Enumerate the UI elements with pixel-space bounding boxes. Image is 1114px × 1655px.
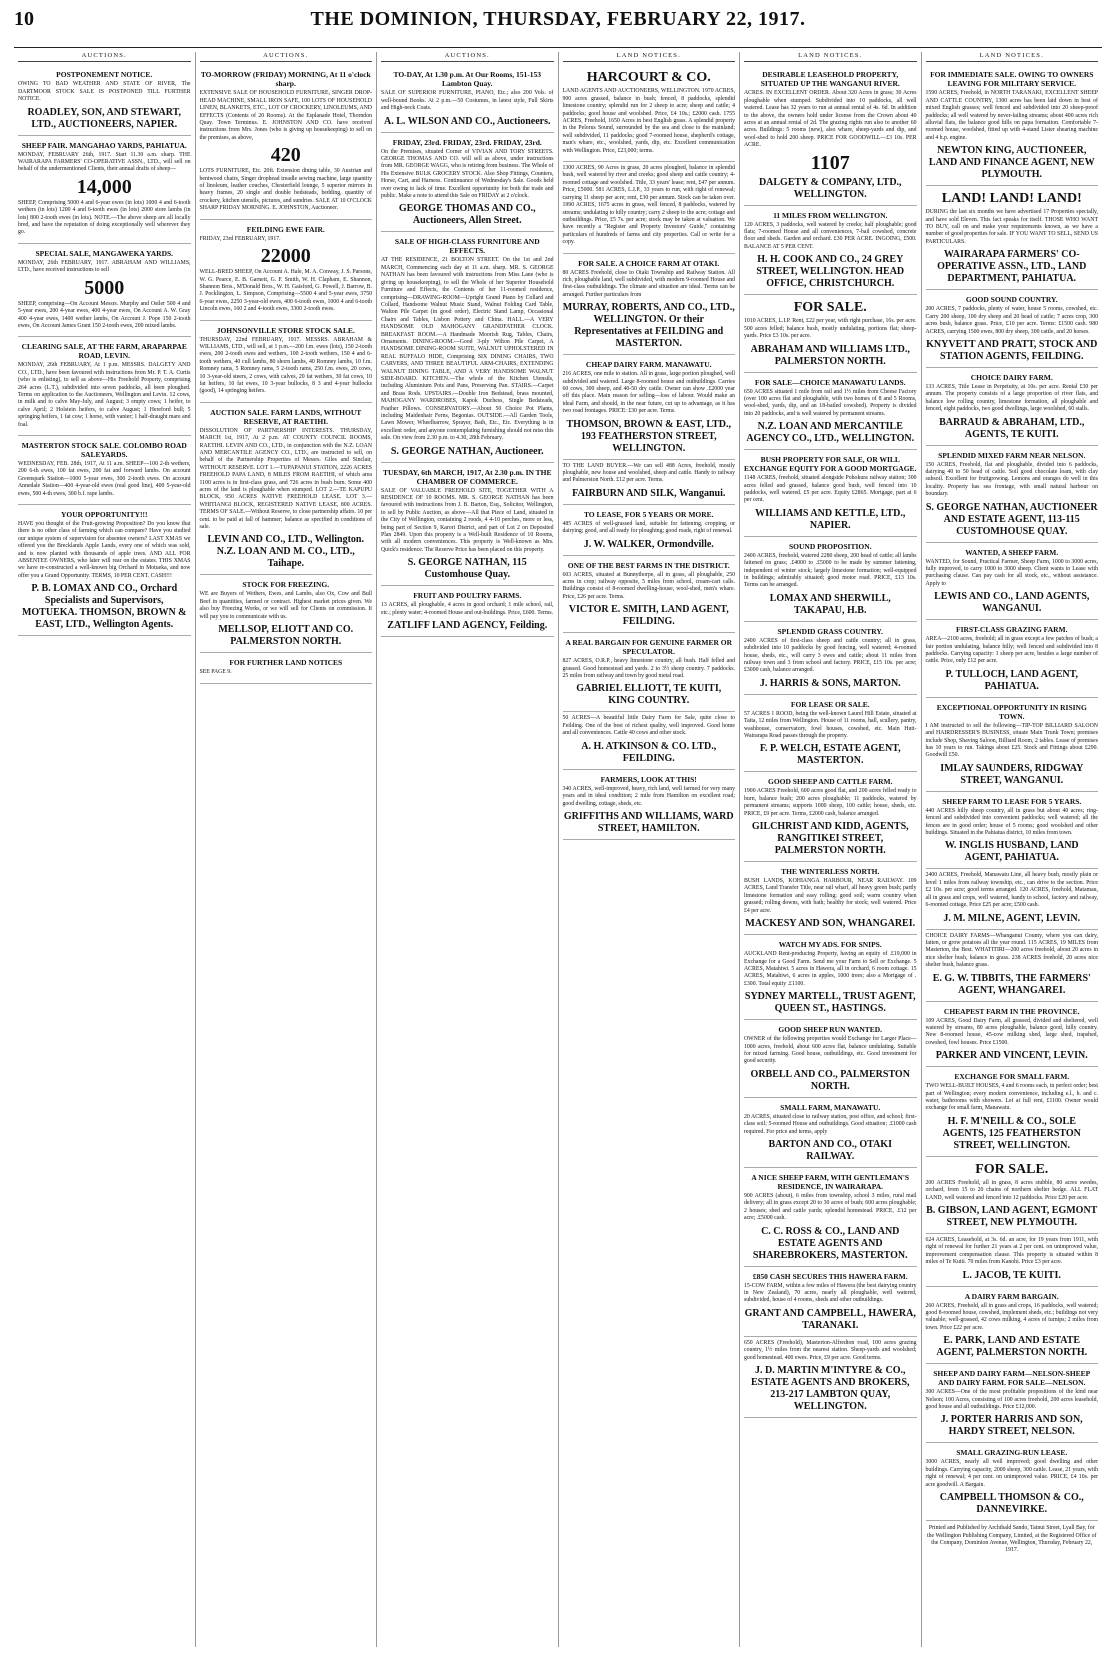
advertisement [744,450,917,537]
column-header: LAND NOTICES. [744,52,917,62]
ad-heading: MASTERTON STOCK SALE. COLOMBO ROAD SALEYARDS. [21,440,187,459]
ad-heading: SPECIAL SALE, MANGAWEKA YARDS. [35,248,174,258]
advertisement [926,290,1099,368]
ad-body: 200 ACRES, 7 paddocks, plenty of water, house 5 rooms, cowshed, etc. Carry 200 sheep, 100 dry sheep and 20 head of cattle; 7 acres crop, 300 acres bush, balance grass. Price, £10 per acre. Terms: £1500 cash. 980 ACRES, carrying 1500 ewes, 800 dry sheep, 300 cattle, and 20 horses. [925,306,1098,335]
advertisement [200,220,373,321]
ad-agent: LOMAX AND SHERWILL, TAKAPAU, H.B. [769,592,891,616]
ad-body: 109 ACRES, Good Dairy Farm, all grassed, divided and sheltered, well watered by streams, 80 acres ploughable, balance good, hilly country. New 8-roomed house, 45-cow milking shed, large shed, trapshed, cowshed, fowl houses. Price £1500. [925,1017,1098,1046]
advertisement [926,620,1099,698]
ad-agent: CAMPBELL THOMSON & CO., DANNEVIRKE. [939,1492,1084,1516]
ad-body: 603 ACRES, situated at Bunnythorpe, all in grass, all ploughable, 250 acres in crop; railway opposite, 5 miles from school, cream-cart calls. Buildings consist of 8-roomed dwelling-house, wool-shed, men's whare. Price, £26 per acre. Terms. [562,571,735,600]
ad-body: 485 ACRES of well-grassed land, suitable for fattening, cropping, or dairying; good, and all ready for ploughing; good roads, right of renewal. [562,520,735,535]
advertisement [926,1443,1099,1521]
printer-imprint: Printed and Published by Archibald Sando, Tainui Street, Lyall Bay, for the Wellington Publishing Company, Limited, at the Registered Office of the Company, Dominion Avenue, Wellington, Thursday, February 22, 1917. [927,1525,1097,1554]
advertisement [744,1168,917,1267]
advertisement [744,862,917,935]
ad-agent: H. F. M'NEILL & CO., SOLE AGENTS, 125 FEATHERSTON STREET, WELLINGTON. [942,1115,1081,1151]
ad-body: On the Premises, situated Corner of VIVIAN AND TORY STREETS. GEORGE THOMAS AND CO. will sell as above, under instructions from MR. GEORGE WAGG, who is retiring from business. The Whole of His Extensive BULK GROCERY STOCK. Also Shop Fittings, Counters, Horse, Cart, and Harness. Continuance of Wednesday's Sale. Goods held over owing to lack of time. Excellent opportunity for both the trade and public. Make a note to attend this Sale on FRIDAY at 2 o'clock. [381,148,554,200]
column-6 [922,52,1103,1647]
ad-heading: GOOD SHEEP RUN WANTED. [778,1025,883,1035]
ad-agent: GILCHRIST AND KIDD, AGENTS, RANGITIKEI STREET, PALMERSTON NORTH. [751,821,909,857]
ad-body: 13 ACRES, all ploughable, 4 acres in good orchard; 1 mile school, rail, etc.; plenty water; 4-roomed House and out-buildings. Price, £600. Terms. [381,602,554,616]
ad-body: LAND AGENTS AND AUCTIONEERS, WELLINGTON. 1970 ACRES, 900 acres grassed, balance in bush; fenced, 8 paddocks, splendid limestone country; splendid run for 2 sheep to acre; sheep and cattle; 4 paddocks; good house and woolshed. Price, £4 10s.; £2000 cash. 1755 ACRES, Freehold, 1650 Acres in best English grass. A splendid property in the Pelorus Sound, surrounded by the sea and close to the mainland; well subdivided, 11 paddocks; good 7-roomed house, shepherd's cottage, man's whare, etc., woolshed, yards, dip, etc. Excellent communication with Wellington. Price, £23,000; terms. [562,88,735,154]
ad-agent: VICTOR E. SMITH, LAND AGENT, FEILDING. [568,604,729,628]
ad-agent: PARKER AND VINCENT, LEVIN. [935,1050,1088,1062]
advertisement [744,537,917,622]
advertisement [381,232,554,462]
advertisement [926,65,1099,186]
column-header: AUCTIONS. [381,52,554,62]
advertisement [744,1337,917,1418]
advertisement [563,770,736,840]
ad-body: DURING the last six months we have advertised 17 Properties specially, and have sold Eleven. This fact speaks for itself. THOSE WHO WANT TO BUY, call on and make your requirements known, as we have a number of good properties for sale. IF YOU WANT TO SELL, SEND US PARTICULARS. [925,209,1098,245]
advertisement [18,436,191,505]
advertisement [381,65,554,132]
advertisement [744,1267,917,1337]
ad-agent: ABRAHAM AND WILLIAMS LTD., PALMERSTON NORTH. [750,343,910,367]
ad-agent: GEORGE THOMAS AND CO., Auctioneers, Allen Street. [398,203,536,227]
ad-body: 1900 ACRES Freehold, 600 acres good flat, and 200 acres felled ready to burn, balance bush; 200 acres ploughable; 11 paddocks, watered by permanent streams; supports 1000 sheep, 100 cattle; house, sheds, etc. PRICE, £9 per acre. Terms, £2000 cash, balance arranged. [744,788,917,817]
ad-body: 80 ACRES Freehold, close to Otaki Township and Railway Station. All rich, ploughable land, well subdivided, with modern 9-roomed House and first-class outbuildings. The climate and situation are ideal. Terms can be arranged. Further particulars from [562,269,735,298]
ad-heading: SMALL GRAZING-RUN LEASE. [956,1448,1068,1458]
ad-heading: SALE OF HIGH-CLASS FURNITURE AND EFFECTS. [394,237,540,256]
ad-heading: £850 CASH SECURES THIS HAWERA FARM. [752,1271,908,1281]
ad-body: 340 ACRES, well-improved, heavy, rich land, well farmed for very many years and in ideal condition; 2 mile from Hamilton on excellent road; good dwelling, cottage, sheds, etc. [562,785,735,807]
ad-body: I AM instructed to sell the following—TIP-TOP BILLIARD SALOON and HAIRDRESSER'S BUSINESS, situate Main Trunk Town; premises include Shop, Shaving Saloon, Billiard Room, 2 tables. Lease of premises has 10 years to run. Takings about £25. Stock and Fittings about £290. Goodwill £50. [925,722,1098,759]
advertisement [926,930,1099,1002]
ad-heading: FOR FURTHER LAND NOTICES [229,658,343,668]
ad-body: BUSH LANDS, KOHIANGA HARBOUR, NEAR RAILWAY. 109 ACRES, Land Transfer Title, near rail wharf, all heavy green bush; partly limestone formation and easy rolling; good soil; warm country when grassed; rolling downs, with bath; healthy for stock; well watered. Price £4 per acre. [744,878,917,914]
advertisement [200,653,373,683]
ad-body: 3000 ACRES, nearly all well improved; good dwelling and other buildings. Carrying capacity, 2000 sheep, 300 cattle. Lease, 21 years, with right of renewal; 4 per cent. on unimproved value. PRICE, £4 10s. per acre goodwill. A Bargain. [925,1459,1098,1488]
ad-heading: CHOICE DAIRY FARM. [970,372,1053,382]
ad-body: WE are Buyers of Wethers, Ewes, and Lambs, also Ox, Cow and Bull Beef in quantities, farmed or contract. Highest market prices given. We also buy Freezing Works, or we will sell for Clients on commission. It will pay you to communicate with us. [199,591,372,620]
ad-agent: E. G. W. TIBBITS, THE FARMERS' AGENT, WHANGAREI. [932,972,1091,996]
ad-heading: HARCOURT & CO. [586,70,711,86]
ad-heading: EXCHANGE FOR SMALL FARM. [954,1072,1070,1082]
ad-body: THURSDAY, 22nd FEBRUARY, 1917. MESSRS. ABRAHAM & WILLIAMS, LTD., will sell, at 1 p.m.—200 f.m. ewes (lots), 150 2-tooth ewes, 200 2-tooth ewes and wethers, 100 2-tooth wethers, 150 4 and 6-tooth wethers, 40 cull lambs, 80 shorn lambs, 40 Romney lambs, 10 f.m. Romney rams, 5 Romney rams, 5 2-tooth rams, 250 f.m. ewes, 20 cows, 10 3-year-old steers, 2 cows, with calves, 20 fat wethers, 30 fat cows, 10 fat heifers, 10 fat ewes, 10 3-year bullocks, 8 3 and 4-year bullocks (good), 14 springing heifers. [199,336,372,395]
ad-heading: A NICE SHEEP FARM, WITH GENTLEMAN'S RESIDENCE, IN WAIRARAPA. [751,1172,910,1191]
ad-heading: CHEAP DAIRY FARM. MANAWATU. [585,360,712,370]
ad-agent: A. L. WILSON AND CO., Auctioneers. [384,115,551,127]
ad-heading: TUESDAY, 6th MARCH, 1917, At 2.30 p.m. IN THE CHAMBER OF COMMERCE. [382,467,552,486]
ad-heading: WATCH MY ADS. FOR SNIPS. [778,940,882,950]
ad-agent: N.Z. LOAN AND MERCANTILE AGENCY CO., LTD., WELLINGTON. [746,421,915,445]
ad-body: 57 ACRES 1 ROOD, being the well-known Laurel Hill Estate, situated at Taita, 12 miles from Wellington. House of 11 rooms, hall, scullery, pantry, washhouse, conservatory, fowl houses, cowshed, etc. Main Hutt-Wairarapa Road passes through the property. [744,710,917,740]
advertisement [200,65,373,219]
advertisement [744,1020,917,1098]
advertisement [926,543,1099,621]
ad-agent: FAIRBURN AND SILK, Wanganui. [572,487,726,499]
ad-agent: E. PARK, LAND AND ESTATE AGENT, PALMERSTON NORTH. [936,1335,1088,1359]
ad-body: 650 ACRES situated 1 mile from rail and 1½ miles from Cheese Factory (over 100 acres flat and ploughable, with two homes of 8 and 5 Rooms, wool-shed, yards, dip, and an 18-bailed cowshed). Property is divided into 20 paddocks, and is well watered by permanent streams. [744,388,917,417]
column-1 [14,52,196,1647]
ad-body: 1300 ACRES, 90 Acres in grass, 20 acres ploughed, balance in splendid bush, well watered by river and creeks; good sheep and cattle country; 4-roomed cottage and woolshed. Title, 33 years' lease; rent, £47 per annum. Price, £5000. 581 ACRES, L.I.P., 33 years to run, with right of renewal; carrying 11 sheep per acre; rent, £30 per annum. Stock can be taken over. 1990 ACRES, 1675 acres in grass, well fenced, 8 paddocks, watered by streams; undulating to hilly country; carry 2 sheep to the acre; cottage and outbuildings. Price, £5 7s. per acre; stock may be taken at valuation. We have recently a "Register and Property Investors' Guide," containing particulars of hundreds of farms and city properties. Call or write for a copy. [562,165,735,246]
column-header: LAND NOTICES. [563,52,736,62]
newspaper-title: THE DOMINION, THURSDAY, FEBRUARY 22, 1917. [310,8,806,30]
ad-heading: SHEEP FAIR. MANGAHAO YARDS, PAHIATUA. [21,140,187,150]
advertisement [381,463,554,587]
advertisement [744,772,917,862]
ad-agent: A. H. ATKINSON & CO. LTD., FEILDING. [581,740,717,764]
advertisement [563,162,736,253]
column-2 [196,52,378,1647]
ad-body-continued: SHEEP, Comprising 5000 4 and 6-year ewes (in lots) 1000 4 and 6-tooth wethers (in lots) 1200 4 and 6-tooth ewes (in lots) 2000 store lambs (in lots) 800 2-tooth ewes (in lots). NOTE.—The above sheep are all locally bred, and have the reputation of doing exceptionally well wherever they go. [18,199,191,236]
advertisement [926,186,1099,290]
ad-agent: BARTON AND CO., OTAKI RAILWAY. [768,1138,892,1162]
ad-heading: SPLENDID GRASS COUNTRY. [777,626,884,636]
ad-agent: J. D. MARTIN M'INTYRE & CO., ESTATE AGENTS AND BROKERS, 213-217 LAMBTON QUAY, WELLINGTON. [750,1365,910,1413]
ad-heading: YOUR OPPORTUNITY!!! [60,510,148,519]
ad-body: EXTENSIVE SALE OF HOUSEHOLD FURNITURE, SINGER DROP-HEAD MACHINE, SMALL IRON SAFE, 100 LOTS OF HOUSEHOLD LINEN, BLANKETS, ETC., LOT OF CROCKERY, LINOLEUMS, AND EFFECTS (Contents of 20 Rooms). At the Esplanade Hotel, Thorndon Quay. Town Terminus. E. JOHNSTON AND CO. have received instructions from Mrs. Jones (who is giving up housekeeping) to sell on the premises, as above, [199,90,372,141]
ad-agent: MACKESY AND SON, WHANGAREI. [745,918,916,930]
advertisement [744,695,917,773]
ad-agent: IMLAY SAUNDERS, RIDGWAY STREET, WANGANUI. [940,762,1084,786]
ad-heading: WANTED, A SHEEP FARM. [965,547,1059,557]
ad-body: MONDAY, 26th FEBRUARY, At 1 p.m. MESSRS. DALGETY AND CO., LTD., have been favoured with instructions from Mr. P. T. A. Curtis (who is enlisting), to sell as above—His Freehold Property, comprising 264 acres (L.T.), subdivided into seven paddocks, all been ploughed. Terms on application to the Auctioneers, Wellington and Levin. 12 cows, in milk and to calve May-July, and August; 3 empty cows; 1 heifer, to calve April; 2 Holstein heifers, to calve August; 1 Hereford bull; 5 springing heifers, 1 fat cow; 1 horse, with vanier; 1 half-draught mare and foal. [18,362,191,428]
ad-heading: FIRST-CLASS GRAZING FARM. [956,625,1068,635]
advertisement [563,254,736,356]
ad-agent: BARRAUD & ABRAHAM, LTD., AGENTS, TE KUITI. [939,416,1085,440]
ad-body: 2400 ACRES, freehold, watered 2280 sheep, 200 head of cattle; all lambs fattened on grass; .£4000 to .£5000 to be made by summer fattening, independent of winter stock; largely limestone formation; well-equipped in buildings; admirably situated; good motor road. PRICE, £13 10s. Terms can be arranged. [744,552,917,589]
ad-body: SEE PAGE 9. [199,669,232,676]
ad-body: 20 ACRES, situated close to railway station, post office, and school; first-class soil; 5-roomed House and outbuildings. Good situation; .£1000 cash required. For price and terms, apply [744,1113,917,1135]
ad-heading: CLEARING SALE, AT THE FARM, ARAPARPAE ROAD, LEVIN. [21,342,187,361]
advertisement [926,1002,1099,1068]
ad-agent: MURRAY, ROBERTS, AND CO., LTD., WELLINGTON. Or their Representatives at FEILDING and MASTERTON. [562,302,735,350]
ad-agent: J. W. WALKER, Ormondville. [583,538,714,550]
ad-heading: SOUND PROPOSITION. [788,541,872,551]
ad-agent: ROADLEY, SON, AND STEWART, LTD., AUCTIONEERS, NAPIER. [27,106,182,130]
ad-agent: GRANT AND CAMPBELL, HAWERA, TARANAKI. [744,1307,916,1331]
advertisement [18,505,191,636]
ad-body: 1010 ACRES, L.I.P. Rent, £22 per year, with right purchase, 16s. per acre. 500 acres felled; balance bush, mostly undulating, portions flat; sheep-yards. Price £3 10s. per acre. [744,318,917,340]
masthead [14,8,1102,48]
ad-body: 2400 ACRES of first-class sheep and cattle country; all in grass, subdivided into 10 paddocks by good fencing, well watered; 4-roomed house, sheds, etc., will carry 3 ewes and cattle; about 11 miles from railway town and 3 from school and factory. PRICE, £15 10s. per acre; £3000 cash, balance arranged. [744,637,917,674]
ad-body: TWO WELL-BUILT HOUSES, 4 and 6 rooms each, in perfect order; best part of Wellington; every modern convenience, including e.l., h. and c. water, bathrooms with showers. Let at full rent, £1100. Owner would exchange for small farm, Manawatu. [925,1083,1098,1112]
ad-body: 650 ACRES (Freehold), Masterton-Alfredton road, 100 acres grazing country, 1½ miles from the nearest station. Sheep-yards and woolshed; good homestead. 400 ewes. Price, £9 per acre. Good terms. [744,1339,917,1361]
ad-heading: DESIRABLE LEASEHOLD PROPERTY, SITUATED UP THE WANGANUI RIVER. [760,70,900,89]
advertisement [563,355,736,459]
ad-heading: SHEEP AND DAIRY FARM—NELSON-SHEEP AND DAIRY FARM. FOR SALE—NELSON. [933,1369,1091,1388]
ad-agent: LEVIN AND CO., LTD., Wellington. N.Z. LOAN AND M. CO., LTD., Taihape. [207,534,364,570]
advertisement [563,460,736,505]
ad-body: 624 ACRES, Leasehold, at 3s. 6d. an acre, for 19 years from 1911, with right of renewal for further 21 years at 2 per cent. on unimproved value, improvement compensation clause. This property is situated within 8 miles of Te Kuiti. 70 miles from Kanohi. Price £3 per acre. [925,1237,1098,1266]
ad-body: AREA—2100 acres, freehold; all in grass except a few patches of bush; a fair portion undulating, balance hilly; well fenced and subdivided into 8 paddocks. Carrying capacity: 1 sheep per acre, besides a large number of cattle. Price, only £12 per acre. [925,636,1098,665]
ad-heading: THE WINTERLESS NORTH. [781,867,880,877]
ad-agent: ORBELL AND CO., PALMERSTON NORTH. [750,1068,910,1092]
ad-heading: SHEEP FARM TO LEASE FOR 5 YEARS. [942,796,1082,806]
ad-heading: EXCEPTIONAL OPPORTUNITY IN RISING TOWN. [936,702,1087,721]
ad-agent: B. GIBSON, LAND AGENT, EGMONT STREET, NEW PLYMOUTH. [926,1205,1098,1228]
ad-agent: WAIRARAPA FARMERS' CO-OPERATIVE ASSN., LTD., LAND DEPARTMENT, PAHIATUA. [937,249,1087,285]
ad-agent: DALGETY & COMPANY, LTD., WELLINGTON. [758,176,902,200]
ad-agent: GRIFFITHS AND WILLIAMS, WARD STREET, HAMILTON. [563,810,734,834]
ad-agent: KNYVETT AND PRATT, STOCK AND STATION AGENTS, FEILDING. [926,338,1098,362]
ad-body: WEDNESDAY, FEB. 28th, 1917, At 11 a.m. SHEEP—100 2-th wethers, 200 6-th ewes, 100 fat ewes, 200 fat and forward lambs. On account Greenspark Station—1000 5-year ewes, 300 2-tooth ewes. On account Annedale Station—400 4-year-old ewes (real good line), 400 5-year-old ewes, 500 4-th ewes, 300 b.f. rape lambs. [18,460,191,497]
ad-body: TO THE LAND BUYER.—We can sell 488 Acres, freehold, mostly ploughable, new house and woolshed, sheep and cattle. Handy to railway and Palmerston North. £12 per acre. Terms. [562,462,735,484]
ad-body: AT THE RESIDENCE, 21 BOLTON STREET. On the 1st and 2nd MARCH, Commencing each day at 11 a.m. sharp. MR. S. GEORGE NATHAN has been favoured with instructions from Miss Lane (who is giving up housekeeping), to sell the Whole of her Superior Household Furniture and Effects, the Contents of her 11-roomed residence, comprising—DRAWING-ROOM—Upright Grand Piano by Collard and Collard, Handsome Walnut Music Stand, Walnut Folding Card Table, Walton Pile Carpet (in good order), Electric Stand Lamp, Occasional Chairs and Tables, Lisbon Pottery and China. HALL.—A VERY HANDSOME OLD MAHOGANY GRANDFATHER CLOCK. BREAKFAST ROOM.—A Handmade Moorish Rug, Tables, Chairs, Ornaments. DINING-ROOM.—Good 3-ply Wilton Pile Carpet, A HANDSOME DINING-ROOM SUITE, WALNUT UPHOLSTERED IN REAL BUFFALO HIDE, Comprising SIX DINING CHAIRS, TWO CARVERS, AND THREE BEAUTIFUL ARM-CHAIRS, EXTENDING WALNUT DINING TABLE, AND A VERY HANDSOME WALNUT SIDE-BOARD. KITCHEN.—The whole of the Kitchen Utensils, including Aluminium Pots and Pans, Preserving Pan. STAIRS.—Carpet and Brass Rods. UPSTAIRS.—Double Iron Bedstead, brass mounted, MAHOGANY WARDROBES, Kapok Duchess, Single Bedsteads, Feather Pillows. CONSERVATORY.—About 50 Choice Pot Plants, including Maidenhair Ferns, Begonias. OUTSIDE.—All Garden Tools, Lawn Mower, Wheelbarrow, Sprayer, Bath, Etc., Etc. Everything is in excellent order, and anyone contemplating furnishing should not miss this sale. On view from 2.30 p.m. to 4.30, 28th February. [381,257,554,442]
advertisement [200,321,373,403]
advertisement [926,446,1099,543]
ad-body: 150 ACRES, Freehold, flat and ploughable, divided into 6 paddocks, dairying 40 to 50 head of cattle. Soil good chocolate loam, with clay subsoil. Excellent for fruitgrowing. Lemons and oranges do well in this locality. Property has sea frontage, with small natural harbour on boundary. [925,461,1098,498]
ad-agent: W. INGLIS HUSBAND, LAND AGENT, PAHIATUA. [944,840,1079,864]
ad-heading: A REAL BARGAIN FOR GENUINE FARMER OR SPECULATOR. [565,638,733,657]
ad-body: 440 ACRES hilly sheep country, all in grass but about 40 acres; ring-fenced and subdivided into convenient paddocks; well watered; all the fences are in good order; house of 5 rooms; good woolshed and other buildings. Situated in the Pahiatua district, 10 miles from town. [925,807,1098,837]
ad-body: 900 ACRES (about), 6 miles from township, school 3 miles, rural mail delivery; all in grass except 20 to 30 acres of bush; 600 acres ploughable; 2 houses; shed and cattle yards; splendid homestead. PRICE, .£12 per acre; .£5000 cash. [744,1192,917,1222]
advertisement [744,295,917,372]
advertisement [744,1098,917,1168]
advertisement [18,136,191,244]
ad-heading: A DAIRY FARM BARGAIN. [964,1291,1059,1301]
advertisement [18,337,191,436]
ad-body: CHOICE DAIRY FARMS—Whanganui County, where you can dairy, fatten, or grow potatoes all the year round. 115 ACRES, 19 MILES from Masterton, the Best. WHATITIRI—200 acres freehold, about 20 acres in nice shelter bush, balance in grass. 238 ACRES freehold, 20 acres nice shelter bush, balance grass. [925,932,1098,969]
ad-heading: FRIDAY, 23rd. FRIDAY, 23rd. FRIDAY, 23rd. [392,137,542,147]
advertisement [926,1364,1099,1443]
ad-agent: ZATLIFF LAND AGENCY, Feilding. [387,620,548,632]
ad-agent: P. TULLOCH, LAND AGENT, PAHIATUA. [945,668,1079,692]
ad-heading: GOOD SOUND COUNTRY. [965,295,1058,305]
ad-heading: FOR IMMEDIATE SALE. OWING TO OWNERS LEAVING FOR MILITARY SERVICE. [930,70,1094,89]
advertisement [381,586,554,637]
ad-heading: TO-DAY, At 1.30 p.m. At Our Rooms, 151-153 Lambton Quay. [393,70,542,89]
ad-agent: S. GEORGE NATHAN, 115 Customhouse Quay. [407,557,527,581]
ad-agent: WILLIAMS AND KETTLE, LTD., NAPIER. [755,507,906,531]
ad-heading: STOCK FOR FREEZING. [242,580,330,590]
ad-agent: J. M. MILNE, AGENT, LEVIN. [943,912,1081,924]
ad-body: 300 ACRES—One of the most profitable propositions of the kind near Nelson; 100 Acres, consisting of 100 acres freehold, 200 acres leasehold, good house and all outbuildings. Price £12,000. [925,1389,1098,1411]
advertisement [744,622,917,695]
column-4 [559,52,741,1647]
advertisement [563,556,736,634]
ad-body: 1590 ACRES, Freehold, in NORTH TARANAKI, EXCELLENT SHEEP AND CATTLE COUNTRY, 1300 acres has been laid down in best of mixed English grasses; well fenced and subdivided into 20 sheep-proof paddocks; all well watered by never-failing streams; about 400 acres rich alluvial flats, the balance good hills on papa formation. Comfortable 7-roomed house, woolshed, fitted up with 4-stand Lister shearing machine and 4 h.p. engine. [925,90,1098,141]
advertisement [563,712,736,769]
ad-agent: L. JACOB, TE KUITI. [962,1269,1061,1281]
ad-big-number: 5000 [84,276,125,299]
ad-heading: FOR SALE—CHOICE MANAWATU LANDS. [754,377,906,387]
column-3 [377,52,559,1647]
ad-body: 50 ACRES—A beautiful little Dairy Farm for Sale, quite close to Feilding. One of the best of richest quality, well improved. Good home and all conveniences. Cattle 40 cows and other stock. [562,715,735,737]
ad-body: SALE OF VALUABLE FREEHOLD SITE, TOGETHER WITH A RESIDENCE OF 10 ROOMS. MR. S. GEORGE NATHAN has been favoured with instructions from J. B. Barton, Esq., Solicitor, Wellington, to sell by Public Auction, as above—All that Piece of Land, situated in the City of Wellington, containing 2 roods, 4 4-10 perches, more or less, being part of Section 9, Karori District, and part of Lot 2 on Deposited Plan 2849. Upon this property is a Well-built Residence of 10 Rooms, with all modern conveniences. This property is Well-known as Mrs. Quick's residence. The Reserve Price has been placed on this property. [381,487,554,553]
advertisement [563,65,736,162]
advertisement [926,1157,1099,1234]
advertisement [926,1287,1099,1365]
column-5 [740,52,922,1647]
ad-body: MONDAY, FEBRUARY 26th, 1917. Start 11.30 a.m. sharp. THE WAIRARAPA FARMERS' CO-OPERATIVE ASSN., LTD., will sell on behalf of the undermentioned Clients, their annual drafts of sheep— [18,151,191,173]
advertisement [200,575,373,653]
ad-body: 200 ACRES Freehold, all in grass, 8 acres stubble, 80 acres swedes, orchard, from 15 to 20 chains of northern shelter hedge. ALL FLAT LAND, well watered and fenced into 12 paddocks. Price £20 per acre. [925,1179,1098,1201]
ad-heading: BUSH PROPERTY FOR SALE, OR WILL EXCHANGE EQUITY FOR A GOOD MORTGAGE. [744,455,917,474]
page-number: 10 [14,8,34,30]
ad-body: FRIDAY, 23rd FEBRUARY, 1917. [199,235,281,242]
ad-heading: ONE OF THE BEST FARMS IN THE DISTRICT. [567,560,730,570]
advertisement [744,206,917,296]
ad-body: 133 ACRES, Title Lease in Perpetuity, at 10s. per acre. Rental £30 per annum. The property consists of a large proportion of river flats, and balance low rolling country, limestone formation, all ploughable and fenced, eight paddocks, two good dwellings, large woolshed, 60 stalls. [925,383,1098,413]
ad-big-number: 420 [270,144,301,167]
ad-body-continued: SHEEP, comprising—On Account Messrs. Murphy and Ostler 500 4 and 5-year ewes, 200 4-year ewes, 400 4-year ewes, On Account A. W. Gray 400 4-year ewes, 1400 wether lambs, On Account J. Pope 150 2-tooth ewes, On Account James Grant 150 2-tooth ewes, 200 mixed lambs. [18,300,191,329]
ad-agent: NEWTON KING, AUCTIONEER, LAND AND FINANCE AGENT, NEW PLYMOUTH. [928,145,1095,181]
ad-agent: P. B. LOMAX AND CO., Orchard Specialists and Supervisors, MOTUEKA. THOMSON, BROWN & EAST, LTD., Wellington Agents. [21,583,187,631]
ad-body: 216 ACRES, one mile to station. All in grass, large portion ploughed, well subdivided and watered. Large 8-roomed house and outbuildings. Carries 60 cows, 300 sheep, and 40-50 dry cattle. Owner can show .£2000 year off this place. Main reason for selling—loss of labour. Would make an ideal Farm, and should, in the near future, cut up to advantage, as it has two road frontages. PRICE: £30 per acre. Terms. [562,371,735,415]
ad-body: ACRES. IN EXCELLENT ORDER. About 320 Acres in grass; 30 Acres ploughable when stumped. Subdivided into 10 paddocks, all well watered. Lease has 32 years to run at annual rental of 4s. 6d. In addition to the above, the owners hold under license from the Crown about 40 acres at an annual rental of 2d. The grazing rights run also to another 60 acres. Buildings: 5 rooms (new), also whare, sheep-yards and dip, and wool-shed to hold 200 sheep. PRICE FOR GOODWILL—£3 10s. PER ACRE. [744,90,917,149]
ad-body: 15-COW FARM, within a few miles of Hawera (the best dairying country in New Zealand), 70 acres, nearly all ploughable, well watered, subdivided, house of 4 rooms, sheds and other outbuildings. [744,1282,917,1304]
ad-heading: FOR SALE. A CHOICE FARM AT OTAKI. [578,258,720,268]
ad-heading: FOR LEASE OR SALE. [790,699,870,709]
ad-body: MONDAY, 26th FEBRUARY, 1917. ABRAHAM AND WILLIAMS, LTD., have received instructions to sell [18,259,191,274]
ad-heading: FARMERS, LOOK AT THIS! [600,774,697,784]
advertisement [18,244,191,337]
ad-body: 827 ACRES, O.R.P., heavy limestone country, all bush. Half felled and grassed. Good homestead and yards. 2 to 3½ sheep country. 7 paddocks. 25 miles from railway and town by good metal road. [562,658,735,680]
advertisement [744,65,917,205]
ad-body: AUCKLAND Rent-producing Property, having an equity of .£19,000 in Exchange for a Good Farm. Send me your Farm to Sell or Exchange. 5 ACRES, Matahiwi. 5 acres in Hawera, all in orchard, 6 room cottage. 15 ACRES, Matahiwi, 6 acres in apples, 1000 trees; also a Mortgage of .£300. Total equity .£1100. [744,951,917,987]
ad-body-continued: WELL-BRED SHEEP, On Account A. Hale, M. A. Conway, J. S. Parsons, W. G. Pearce, E. B. Garnett, G. F. Smith, W. H. Clapham, E. Shannon, Shannon Bros., M'Donald Bros., W. H. Gaisford, G. Powell, J. Barrow, B. J. Pocklington, L. Simpson, Comprising—5500 4 and 5-year ewes, 3750 6-year ewes, 2250 3-year-old ewes, 400 6-tooth ewes, 1000 4 and 6-tooth Lincoln ewes, 160 2 and 4-tooth ewes, 3300 2-tooth ewes. [199,269,372,313]
advertisement [926,368,1099,446]
ad-body: DISSOLUTION OF PARTNERSHIP INTERESTS. THURSDAY, MARCH 1st, 1917, At 2 p.m. AT COUNTY COUNCIL ROOMS, RAETIHI. LEVIN AND CO., LTD., in conjunction with the N.Z. LOAN AND MERCANTILE AGENCY CO., LTD., are instructed to sell, on behalf of the Partnership Properties of Messrs. Giles and Sinclair, WITHOUT RESERVE. LOT 1.—TUPAPANUI STATION, 2226 ACRES FREEHOLD PAPA LAND, 8 MILES FROM RAETIHI, of which area 1100 acres is in first-class grass, and 726 acres in bush burn. Some 400 acres of the land is ploughable when stumped. LOT 2.—TE KAPUPU BLOCK, 950 ACRES NATIVE FREEHOLD LEASE. LOT 3.—WHITIANGI BLOCK, REGISTERED NATIVE LEASE, 800 ACRES. TERMS OF SALE.—Without Reserve, to close partnership affairs. 10 per cent. to be paid at fall of hammer; balance as specified in conditions of sale. [199,427,372,531]
ad-agent: S. GEORGE NATHAN, AUCTIONEER AND ESTATE AGENT, 113-115 CUSTOMHOUSE QUAY. [925,501,1098,537]
advertisement [744,373,917,451]
advertisement [926,1234,1099,1287]
ad-body: OWNER of the following properties would Exchange for Larger Place—1000 acres, freehold, about 600 acres flat, balance undulating. Suitable for mixed farming. Good house, outbuildings, etc. Good investment for good security. [744,1036,917,1065]
ad-agent: GABRIEL ELLIOTT, TE KUITI, KING COUNTRY. [576,683,722,707]
ad-agent: C. C. ROSS & CO., LAND AND ESTATE AGENTS AND SHAREBROKERS, MASTERTON. [752,1225,908,1261]
ad-body: 260 ACRES, Freehold, all in grass and crops, 16 paddocks, well watered; good 8-roomed house, cowshed, implement sheds, etc.; buildings not very valuable; well-grassed, 42 cows milking, 4 acres of turnips; 2 miles from town. Price £22 per acre. [925,1302,1098,1331]
advertisement [381,133,554,233]
column-header: AUCTIONS. [200,52,373,62]
ad-heading: TO-MORROW (FRIDAY) MORNING, At 11 o'clock sharp. [200,70,371,89]
columns-container [14,52,1102,1647]
ad-heading: FRUIT AND POULTRY FARMS. [413,591,522,601]
ad-agent: J. PORTER HARRIS AND SON, HARDY STREET, NELSON. [940,1414,1083,1438]
advertisement [563,633,736,712]
ad-agent: S. GEORGE NATHAN, Auctioneer. [390,445,544,457]
ad-heading: FEILDING EWE FAIR. [246,224,325,234]
ad-agent: SYDNEY MARTELL, TRUST AGENT, QUEEN ST., HASTINGS. [744,991,916,1015]
ad-heading: LAND! LAND! LAND! [941,191,1082,207]
ad-body: SALE OF SUPERIOR FURNITURE, PIANO, Etc.; also 200 Vols. of well-bound Books. At 2 p.m.—50 Costumes, in latest style, Full Skirts and High-neck Coats. [381,90,554,112]
ad-heading: FOR SALE. [975,1161,1049,1177]
advertisement [926,869,1099,929]
advertisement [563,505,736,556]
advertisement [926,1067,1099,1157]
ad-body: WANTED, for Sound, Practical Farmer, Sheep Farm, 1000 to 3000 acres, fully improved, to carry 1000 to 3000 sheep. Client wants to Lease with purchasing clause. Can pay cash for all stock, etc., without assistance. Apply to [925,558,1098,587]
ad-heading: CHEAPEST FARM IN THE PROVINCE. [943,1006,1080,1016]
ad-body: 120 ACRES, 3 paddocks, well watered by creeks; half ploughable; good flats; 7-roomed House and all conveniences, 7-bail cowshed, concrete floor and sheds. Garden and orchard. £30 PER ACRE. INGOING, £500. BALANCE AT 5 PER CENT. [744,221,917,250]
ad-body: HAVE you thought of the Fruit-growing Proposition? Do you know that there is no other class of farming which can compare? Have you studied our unique system of supervision for absentee owners? LAST XMAS we offered you the Brecklands Apple Lands, every one of which was sold, and is now planted with thousands of apple trees. AND ALL FOR ABSENTEE OWNERS, who later will rear on the estates. THIS XMAS we have re-constructed a well-known big Orchard in Motueka, and now offer you a Grand Opportunity. TERMS, 10 PER CENT. CASH!!! [18,521,191,579]
ad-agent: LEWIS AND CO., LAND AGENTS, WANGANUI. [934,591,1090,615]
ad-big-number: 14,000 [76,175,132,198]
ad-heading: JOHNSONVILLE STORE STOCK SALE. [216,325,355,335]
ad-agent: F. P. WELCH, ESTATE AGENT, MASTERTON. [759,743,901,767]
ad-heading: SMALL FARM, MANAWATU. [780,1102,881,1112]
advertisement [18,65,191,135]
ad-heading: FOR SALE. [793,300,867,316]
advertisement [926,792,1099,870]
ad-agent: THOMSON, BROWN & EAST, LTD., 193 FEATHERSTON STREET, WELLINGTON. [566,418,731,454]
ad-agent: H. H. COOK AND CO., 24 GREY STREET, WELLINGTON. HEAD OFFICE, CHRISTCHURCH. [756,254,905,290]
ad-body: 1148 ACRES, freehold, situated alongside Pohokura railway station; 300 acres felled and grassed, balance good bush, well fenced into 10 paddocks, well watered. £5 per acre. Equity £2865. Mortgage, part at 6 per cent. [744,475,917,504]
ad-heading: AUCTION SALE. FARM LANDS, WITHOUT RESERVE, AT RAETIHI. [210,407,362,426]
column-header: LAND NOTICES. [926,52,1099,62]
ad-agent: J. HARRIS & SONS, MARTON. [759,677,901,689]
ad-agent: MELLSOP, ELIOTT AND CO. PALMERSTON NORTH. [218,624,354,648]
ad-heading: SPLENDID MIXED FARM NEAR NELSON. [938,450,1086,460]
ad-body-continued: LOTS FURNITURE, Etc. 20ft. Extension dining table, 30 Austrian and bentwood chairs, Singer drophead treadle sewing machine, large quantity of linoleum, leather couches, Chesterfield lounge, 5 superior mirrors in heavy frames, 20 single and double bedsteads, bedding, quantity of crockery, kitchen utensils, pictures, and sundries. SALE AT 10 O'CLOCK SHARP FRIDAY MORNING. E. JOHNSTON, Auctioneer. [199,168,372,212]
ad-heading: 11 MILES FROM WELLINGTON. [773,210,888,220]
ad-heading: TO LEASE, FOR 5 YEARS OR MORE. [583,509,714,519]
column-header: AUCTIONS. [18,52,191,62]
advertisement [926,698,1099,792]
ad-big-number: 1107 [810,151,850,174]
ad-big-number: 22000 [260,245,311,268]
ad-heading: GOOD SHEEP AND CATTLE FARM. [767,777,893,787]
advertisement [200,403,373,576]
ad-body: 2400 ACRES, Freehold, Manawatu Line, all heavy bush, mostly plain or level 1 miles from railway township, etc., can drive to the section. Price £2 10s. per acre; good terms arranged. 120 ACRES, freehold, Matamau, all in grass and crops, well watered, handy to school, factory and railway, 6-roomed cottage. Price £25 per acre; £500 cash. [925,872,1098,909]
ad-heading: POSTPONEMENT NOTICE. [56,70,153,80]
ad-body: OWING TO BAD WEATHER AND STATE OF RIVER, The DARTMOOR STOCK SALE IS POSTPONED TILL FURTHER NOTICE. [18,81,191,103]
advertisement [744,935,917,1020]
